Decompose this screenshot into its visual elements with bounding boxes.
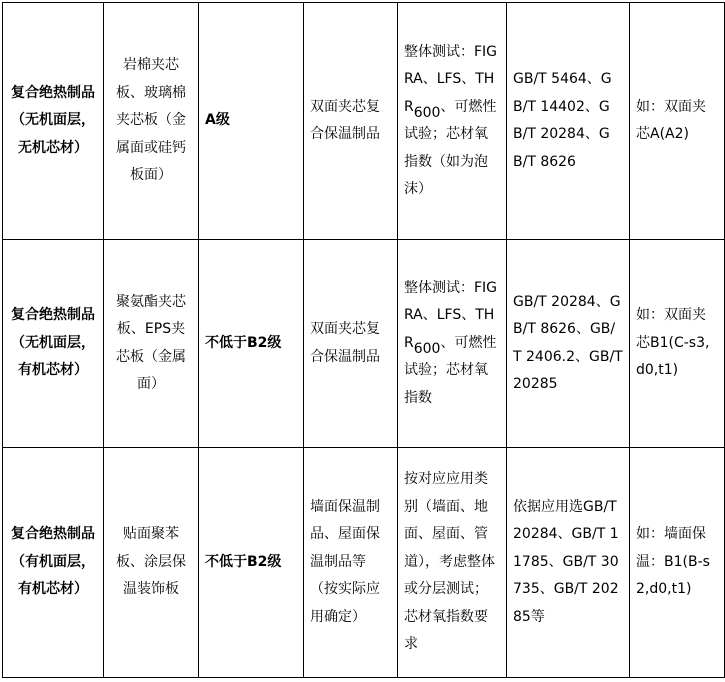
category-cell: 复合绝热制品（无机面层，无机芯材） — [3, 3, 104, 240]
grade-cell: 不低于B2级 — [199, 240, 304, 448]
examples-cell: 岩棉夹芯板、玻璃棉夹芯板（金属面或硅钙板面） — [104, 3, 199, 240]
example-cell: 如：墙面保温：B1(B-s2,d0,t1) — [630, 448, 725, 678]
grade-cell: A级 — [199, 3, 304, 240]
test-cell — [398, 448, 507, 678]
example-cell: 如：双面夹芯A(A2) — [630, 3, 725, 240]
category-cell: 复合绝热制品（有机面层，有机芯材） — [3, 448, 104, 678]
product-cell: 墙面保温制品、屋面保温制品等（按实际应用确定） — [304, 448, 398, 678]
product-cell: 双面夹芯复合保温制品 — [304, 3, 398, 240]
test-text-rest: 、可燃性试验；芯材氧指数 — [404, 334, 497, 406]
test-subscript: 600 — [413, 340, 441, 357]
classification-table — [2, 2, 725, 678]
table-row — [3, 3, 725, 240]
test-subscript: 600 — [413, 104, 441, 121]
test-text: 整体测试：FIGRA、LFS、THR — [404, 279, 498, 351]
table-row — [3, 448, 725, 678]
test-text: 整体测试：FIGRA、LFS、THR — [404, 43, 498, 115]
category-cell: 复合绝热制品（无机面层，有机芯材） — [3, 240, 104, 448]
product-cell: 双面夹芯复合保温制品 — [304, 240, 398, 448]
example-cell: 如：双面夹芯B1(C-s3,d0,t1) — [630, 240, 725, 448]
examples-cell: 聚氨酯夹芯板、EPS夹芯板（金属面） — [104, 240, 199, 448]
test-text: 按对应应用类别（墙面、地面、屋面、管道），考虑整体或分层测试；芯材氧指数要求 — [404, 471, 495, 653]
test-cell — [398, 3, 507, 240]
standards-cell: GB/T 5464、GB/T 14402、GB/T 20284、GB/T 8626 — [507, 3, 630, 240]
table-row — [3, 240, 725, 448]
grade-cell: 不低于B2级 — [199, 448, 304, 678]
examples-cell: 贴面聚苯板、涂层保温装饰板 — [104, 448, 199, 678]
standards-cell: GB/T 20284、GB/T 8626、GB/T 2406.2、GB/T 20285 — [507, 240, 630, 448]
standards-cell: 依据应用选GB/T 20284、GB/T 11785、GB/T 30735、GB/T 20285等 — [507, 448, 630, 678]
test-cell — [398, 240, 507, 448]
test-text-rest: 、可燃性试验；芯材氧指数（如为泡沫） — [404, 98, 497, 197]
